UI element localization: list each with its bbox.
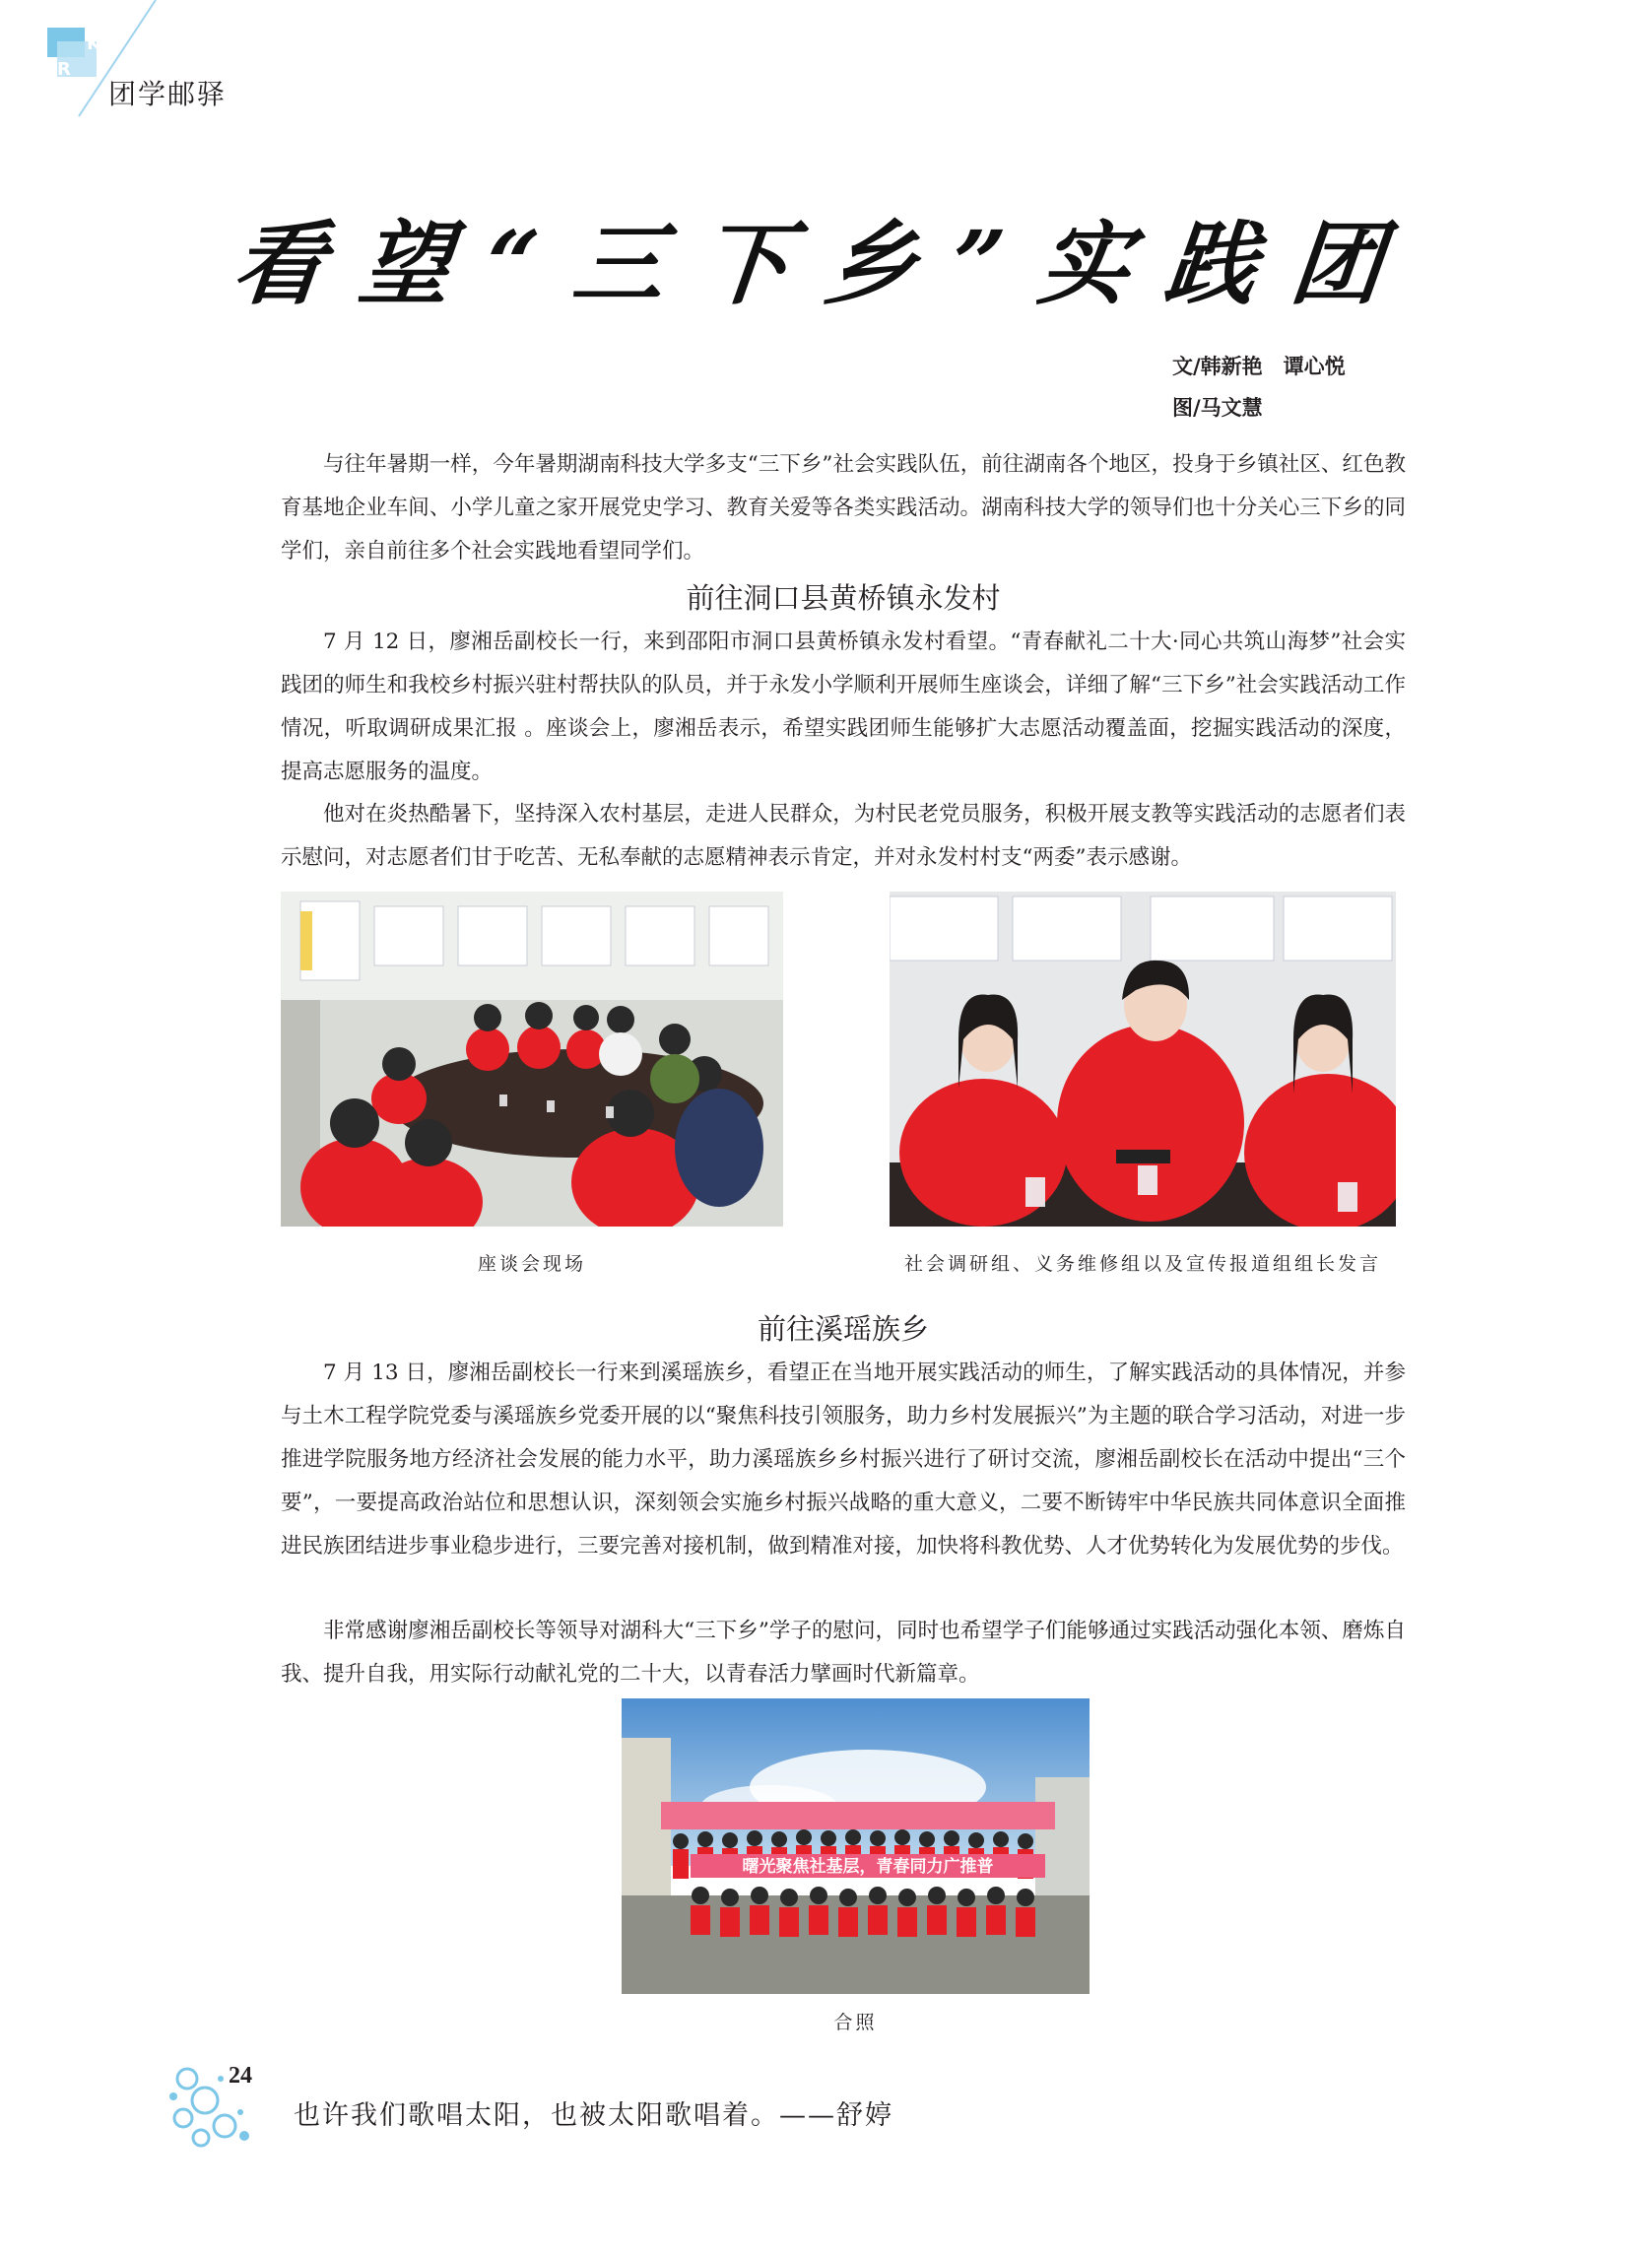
title-container <box>0 192 1652 322</box>
photo-meeting <box>281 892 783 1227</box>
photo-meeting-caption: 座谈会现场 <box>477 1253 586 1275</box>
section-heading-2: 前往溪瑶族乡 <box>757 1312 929 1346</box>
logo-letter-r: R <box>57 59 71 80</box>
byline-photographer: 图/马文慧 <box>1172 396 1263 420</box>
logo-letter-k: K <box>87 33 100 54</box>
page-number: 24 <box>229 2063 252 2089</box>
intro-paragraph: 与往年暑期一样，今年暑期湖南科技大学多支“三下乡”社会实践队伍，前往湖南各个地区，投身于乡镇社区、红色教育基地企业车间、小学儿童之家开展党史学习、教育关爱等各类实践活动。湖南科技大学的领导们也十分关心三下乡的同学们，亲自前往多个社会实践地看望同学们。 <box>281 452 1406 564</box>
byline-author: 文/韩新艳 谭心悦 <box>1172 355 1346 378</box>
column-logo-icon <box>47 28 106 85</box>
photo-group <box>622 1698 1090 1994</box>
section1-paragraph-2: 他对在炎热酷暑下，坚持深入农村基层，走进人民群众，为村民老党员服务，积极开展支教等实践活动的志愿者们表示慰问，对志愿者们甘于吃苦、无私奉献的志愿精神表示肯定，并对永发村村支“两委”表示感谢。 <box>281 802 1406 870</box>
group-banner-text: 曙光聚焦社基层，青春同力广推普 <box>742 1857 994 1877</box>
page-title: 看望“三下乡”实践团 <box>228 211 1423 317</box>
section2-paragraph-1: 7 月 13 日，廖湘岳副校长一行来到溪瑶族乡，看望正在当地开展实践活动的师生，了解实践活动的具体情况，并参与土木工程学院党委与溪瑶族乡党委开展的以“聚焦科技引领服务，助力乡村发展振兴”为主题的联合学习活动，对进一步推进学院服务地方经济社会发展的能力水平，助力溪瑶族乡乡村振兴进行了研讨交流，廖湘岳副校长在活动中提出“三个要”，一要提高政治站位和思想认识，深刻领会实施乡村振兴战略的重大意义，二要不断铸牢中华民族共同体意识全面推进民族团结进步事业稳步进行，三要完善对接机制，做到精准对接，加快将科教优势、人才优势转化为发展优势的步伐。 <box>281 1361 1406 1559</box>
section1-paragraph-1: 7 月 12 日，廖湘岳副校长一行，来到邵阳市洞口县黄桥镇永发村看望。“青春献礼二十大·同心共筑山海梦”社会实践团的师生和我校乡村振兴驻村帮扶队的队员，并于永发小学顺利开展师生座谈会，详细了解“三下乡”社会实践活动工作情况，听取调研成果汇报 。座谈会上，廖湘岳表示，希望实践团师生能够扩大志愿活动覆盖面，挖掘实践活动的深度，提高志愿服务的温度。 <box>281 630 1406 784</box>
photo-speakers <box>890 892 1396 1227</box>
column-name: 团学邮驿 <box>108 78 228 110</box>
photo-speakers-caption: 社会调研组、义务维修组以及宣传报道组组长发言 <box>903 1253 1381 1275</box>
footer-quote: 也许我们歌唱太阳，也被太阳歌唱着。——舒婷 <box>294 2100 893 2131</box>
section-heading-1: 前往洞口县黄桥镇永发村 <box>686 581 1001 615</box>
section2-paragraph-2: 非常感谢廖湘岳副校长等领导对湖科大“三下乡”学子的慰问，同时也希望学子们能够通过实践活动强化本领、磨炼自我、提升自我，用实际行动献礼党的二十大，以青春活力擘画时代新篇章。 <box>281 1619 1406 1687</box>
photo-group-caption: 合照 <box>833 2012 878 2033</box>
